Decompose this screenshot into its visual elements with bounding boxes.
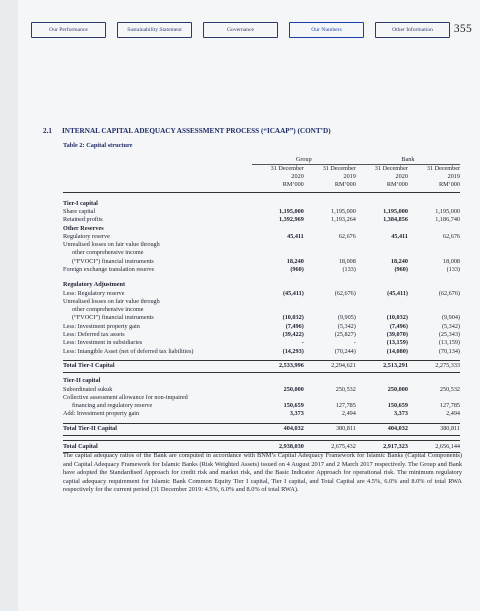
col-header-year: 2019 — [447, 173, 460, 181]
table-row: Add: Investment property gain 3,373 2,494 3,373 2,494 — [63, 410, 460, 418]
nav-tab-governance[interactable]: Governance — [203, 22, 278, 38]
col-header-year: 2020 — [291, 173, 304, 181]
section-title: INTERNAL CAPITAL ADEQUACY ASSESSMENT PROCESS (“ICAAP”) (CONT’D) — [61, 127, 331, 135]
col-header-unit: RM’000 — [304, 181, 356, 192]
table-row: Less: Intangible Asset (net of deferred tax liabilities) (14,293) (70,244) (14,080) (70,134) — [63, 347, 460, 355]
row-label-continued: other comprehensive income — [72, 249, 144, 257]
table-row: Subordinated sukuk 250,000 250,532 250,000 250,532 — [63, 385, 460, 393]
col-header-date: 31 December — [374, 165, 408, 172]
row-label-continued: Collective assessment allowance for non-impaired — [63, 393, 188, 401]
table-row: (“FVOCI”) financial instruments 18,240 18,008 18,240 18,008 — [72, 257, 460, 265]
total-tier2-row: Total Tier-II Capital 404,032 380,811 404,032 380,811 — [63, 423, 460, 435]
table-row: Less: Investment in subsidiaries - - (13,159) (13,159) — [63, 339, 460, 347]
col-header-date: 31 December — [322, 165, 356, 172]
total-capital-row: Total Capital 2,938,030 2,675,432 2,917,323 2,656,144 — [63, 441, 460, 453]
col-header-year: 2019 — [343, 173, 356, 181]
tier2-heading: Tier-II capital — [63, 377, 101, 385]
col-header-unit: RM’000 — [252, 181, 304, 192]
nav-tab-our-numbers[interactable]: Our Numbers — [289, 22, 364, 38]
table-row: Foreign exchange translation reserve (960) (133) (960) (133) — [63, 265, 460, 273]
table-row: Less: Regulatory reserve (45,411) (62,676) (45,411) (62,676) — [63, 289, 460, 297]
section-heading — [43, 127, 331, 135]
capital-adequacy-paragraph: The capital adequacy ratios of the Bank are computed in accordance with BNM’s Capital Adequacy Framework for Islamic Banks (Capital Components) and Capital Adequacy Framework for Islamic Banks (Risk Weighted Assets) issued on 4 August 2017 and 2 March 2017 respectively. The Group and Bank have adopted the Standardised Approach for credit risk and market risk, and the Basic Indicator Approach for operational risk. The minimum regulatory capital adequacy requirement for Islamic Bank Common Equity Tier I capital, Tier I capital, and Total Capital are 4.5%, 6.0% and 8.0% of total RWA respectively for the current period (31 December 2019: 4.5%, 6.0% and 8.0% of total RWA). — [63, 452, 462, 494]
row-label-continued: Unrealised losses on fair value through — [63, 297, 160, 305]
col-header-unit: RM’000 — [408, 181, 460, 192]
section-number: 2.1 — [43, 127, 52, 135]
row-label-continued: Unrealised losses on fair value through — [63, 241, 160, 249]
table-row: Regulatory reserve 45,411 62,676 45,411 62,676 — [63, 232, 460, 240]
table-row: Less: Investment property gain (7,496) (5,342) (7,496) (5,342) — [63, 322, 460, 330]
table-row: (“FVOCI”) financial instruments (10,032) (9,905) (10,032) (9,904) — [72, 314, 460, 322]
col-header-date: 31 December — [270, 165, 304, 172]
bank-header: Bank — [356, 155, 460, 165]
tier1-heading: Tier-I capital — [63, 199, 98, 207]
nav-tab-other-information[interactable]: Other Information — [375, 22, 450, 38]
group-header: Group — [252, 155, 356, 165]
total-tier1-row: Total Tier-I Capital 2,533,996 2,294,621 2,513,291 2,275,333 — [63, 360, 460, 372]
col-header-date: 31 December — [426, 165, 460, 172]
nav-tab-sustainability-statement[interactable]: Sustainability Statement — [117, 22, 192, 38]
table-row: Share capital 1,195,000 1,195,000 1,195,000 1,195,000 — [63, 207, 460, 215]
table-row: Retained profits 1,392,969 1,193,264 1,384,856 1,186,740 — [63, 216, 460, 224]
table-row: Less: Deferred tax assets (39,422) (25,827) (39,070) (25,343) — [63, 331, 460, 339]
page-number: 355 — [453, 23, 472, 35]
table-title: Table 2: Capital structure — [63, 142, 133, 149]
col-header-unit: RM’000 — [356, 181, 408, 192]
capital-structure-table — [63, 155, 460, 453]
other-reserves-heading: Other Reserves — [63, 224, 104, 232]
regulatory-adjustment-heading: Regulatory Adjustment — [63, 281, 126, 289]
table-row: financing and regulatory reserve 150,659 127,785 150,659 127,785 — [72, 402, 460, 410]
report-page — [18, 0, 480, 611]
row-label-continued: other comprehensive income — [72, 306, 144, 314]
col-header-year: 2020 — [395, 173, 408, 181]
nav-tab-our-performance[interactable]: Our Performance — [31, 22, 106, 38]
